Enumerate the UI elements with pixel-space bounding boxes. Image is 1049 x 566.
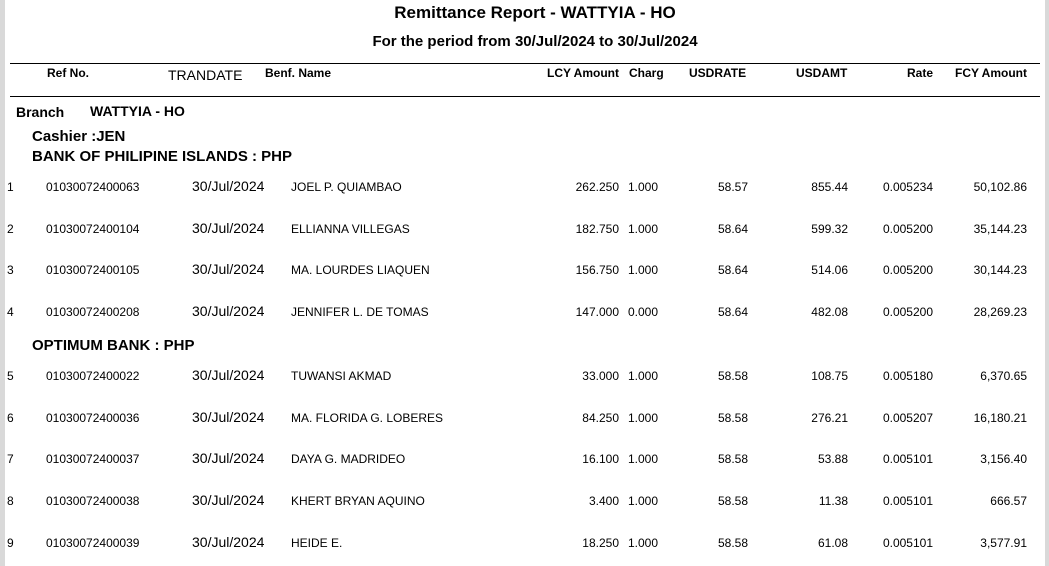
usdamt-cell: 11.38 [818, 494, 848, 508]
ref-no-cell: 01030072400208 [46, 305, 140, 319]
lcy-amount-cell: 262.250 [575, 180, 619, 194]
col-header-charg: Charg [629, 66, 664, 80]
charg-cell: 1.000 [628, 494, 659, 508]
trandate-cell: 30/Jul/2024 [192, 178, 265, 194]
ref-no-cell: 01030072400039 [46, 536, 140, 550]
branch-label: Branch [16, 104, 65, 120]
table-row [5, 369, 1045, 389]
benf-name-cell: ELLIANNA VILLEGAS [291, 222, 410, 236]
report-period: For the period from 30/Jul/2024 to 30/Jul/2024 [372, 33, 698, 50]
table-row [5, 305, 1045, 325]
col-header-lcy-amount: LCY Amount [547, 66, 619, 80]
fcy-amount-cell: 6,370.65 [980, 369, 1027, 383]
fcy-amount-cell: 28,269.23 [973, 305, 1027, 319]
rate-cell: 0.005200 [882, 263, 933, 277]
lcy-amount-cell: 182.750 [575, 222, 619, 236]
ref-no-cell: 01030072400104 [46, 222, 140, 236]
usdrate-cell: 58.58 [717, 369, 748, 383]
benf-name-cell: JENNIFER L. DE TOMAS [291, 305, 429, 319]
trandate-cell: 30/Jul/2024 [192, 492, 265, 508]
usdamt-cell: 53.88 [817, 452, 848, 466]
table-row [5, 452, 1045, 472]
usdamt-cell: 276.21 [811, 411, 848, 425]
trandate-cell: 30/Jul/2024 [192, 409, 265, 425]
row-number: 6 [7, 411, 14, 425]
trandate-cell: 30/Jul/2024 [192, 450, 265, 466]
usdrate-cell: 58.64 [717, 305, 748, 319]
fcy-amount-cell: 30,144.23 [973, 263, 1027, 277]
rate-cell: 0.005101 [882, 494, 933, 508]
rate-cell: 0.005200 [882, 222, 933, 236]
benf-name-cell: MA. FLORIDA G. LOBERES [291, 411, 444, 425]
usdamt-cell: 855.44 [811, 180, 848, 194]
benf-name-cell: HEIDE E. [291, 536, 343, 550]
col-header-trandate: TRANDATE [168, 67, 243, 83]
charg-cell: 1.000 [628, 452, 659, 466]
rate-cell: 0.005101 [882, 536, 933, 550]
rate-cell: 0.005180 [882, 369, 933, 383]
row-number: 1 [7, 180, 14, 194]
remittance-report [5, 0, 1045, 566]
rate-cell: 0.005200 [882, 305, 933, 319]
trandate-cell: 30/Jul/2024 [192, 534, 265, 550]
rate-cell: 0.005234 [882, 180, 933, 194]
benf-name-cell: TUWANSI AKMAD [291, 369, 392, 383]
table-row [5, 222, 1045, 242]
fcy-amount-cell: 666.57 [990, 494, 1027, 508]
lcy-amount-cell: 33.000 [582, 369, 619, 383]
lcy-amount-cell: 16.100 [582, 452, 619, 466]
rate-cell: 0.005207 [882, 411, 933, 425]
bank-group-header: OPTIMUM BANK : PHP [32, 337, 195, 354]
benf-name-cell: JOEL P. QUIAMBAO [291, 180, 402, 194]
benf-name-cell: MA. LOURDES LIAQUEN [291, 263, 430, 277]
lcy-amount-cell: 156.750 [575, 263, 619, 277]
charg-cell: 1.000 [628, 222, 659, 236]
rate-cell: 0.005101 [882, 452, 933, 466]
charg-cell: 1.000 [628, 180, 659, 194]
lcy-amount-cell: 84.250 [582, 411, 619, 425]
usdamt-cell: 514.06 [811, 263, 848, 277]
table-row [5, 180, 1045, 200]
lcy-amount-cell: 3.400 [588, 494, 619, 508]
col-header-usdamt: USDAMT [796, 66, 848, 80]
trandate-cell: 30/Jul/2024 [192, 303, 265, 319]
usdamt-cell: 108.75 [811, 369, 848, 383]
charg-cell: 1.000 [628, 263, 659, 277]
table-row [5, 536, 1045, 556]
trandate-cell: 30/Jul/2024 [192, 367, 265, 383]
usdrate-cell: 58.58 [717, 411, 748, 425]
ref-no-cell: 01030072400063 [46, 180, 140, 194]
row-number: 8 [7, 494, 14, 508]
ref-no-cell: 01030072400105 [46, 263, 140, 277]
fcy-amount-cell: 35,144.23 [973, 222, 1027, 236]
usdamt-cell: 61.08 [817, 536, 848, 550]
row-number: 3 [7, 263, 14, 277]
table-row [5, 263, 1045, 283]
fcy-amount-cell: 3,577.91 [980, 536, 1027, 550]
fcy-amount-cell: 50,102.86 [973, 180, 1027, 194]
row-number: 2 [7, 222, 14, 236]
row-number: 5 [7, 369, 14, 383]
usdrate-cell: 58.58 [717, 536, 748, 550]
table-row [5, 411, 1045, 431]
report-title: Remittance Report - WATTYIA - HO [394, 3, 676, 22]
header-top-rule [10, 63, 1040, 64]
charg-cell: 1.000 [628, 411, 659, 425]
charg-cell: 0.000 [628, 305, 659, 319]
row-number: 4 [7, 305, 14, 319]
charg-cell: 1.000 [628, 369, 659, 383]
trandate-cell: 30/Jul/2024 [192, 261, 265, 277]
header-bottom-rule [10, 96, 1040, 97]
benf-name-cell: DAYA G. MADRIDEO [291, 452, 406, 466]
ref-no-cell: 01030072400037 [46, 452, 140, 466]
usdamt-cell: 599.32 [811, 222, 848, 236]
branch-value: WATTYIA - HO [90, 103, 185, 119]
usdrate-cell: 58.64 [717, 263, 748, 277]
usdrate-cell: 58.64 [717, 222, 748, 236]
bank-group-header: BANK OF PHILIPINE ISLANDS : PHP [32, 148, 293, 165]
usdrate-cell: 58.58 [717, 452, 748, 466]
fcy-amount-cell: 3,156.40 [980, 452, 1027, 466]
lcy-amount-cell: 18.250 [582, 536, 619, 550]
col-header-ref-no: Ref No. [47, 66, 89, 80]
col-header-benf-name: Benf. Name [265, 66, 332, 80]
fcy-amount-cell: 16,180.21 [973, 411, 1027, 425]
col-header-fcy-amount: FCY Amount [955, 66, 1027, 80]
usdrate-cell: 58.57 [717, 180, 748, 194]
col-header-usdrate: USDRATE [689, 66, 747, 80]
table-row [5, 494, 1045, 514]
usdrate-cell: 58.58 [717, 494, 748, 508]
benf-name-cell: KHERT BRYAN AQUINO [291, 494, 425, 508]
ref-no-cell: 01030072400022 [46, 369, 140, 383]
usdamt-cell: 482.08 [811, 305, 848, 319]
lcy-amount-cell: 147.000 [575, 305, 619, 319]
charg-cell: 1.000 [628, 536, 659, 550]
cashier-label: Cashier :JEN [32, 128, 126, 145]
ref-no-cell: 01030072400038 [46, 494, 140, 508]
trandate-cell: 30/Jul/2024 [192, 220, 265, 236]
col-header-rate: Rate [906, 66, 933, 80]
ref-no-cell: 01030072400036 [46, 411, 140, 425]
viewer-right-border [1045, 0, 1049, 566]
row-number: 9 [7, 536, 14, 550]
row-number: 7 [7, 452, 14, 466]
